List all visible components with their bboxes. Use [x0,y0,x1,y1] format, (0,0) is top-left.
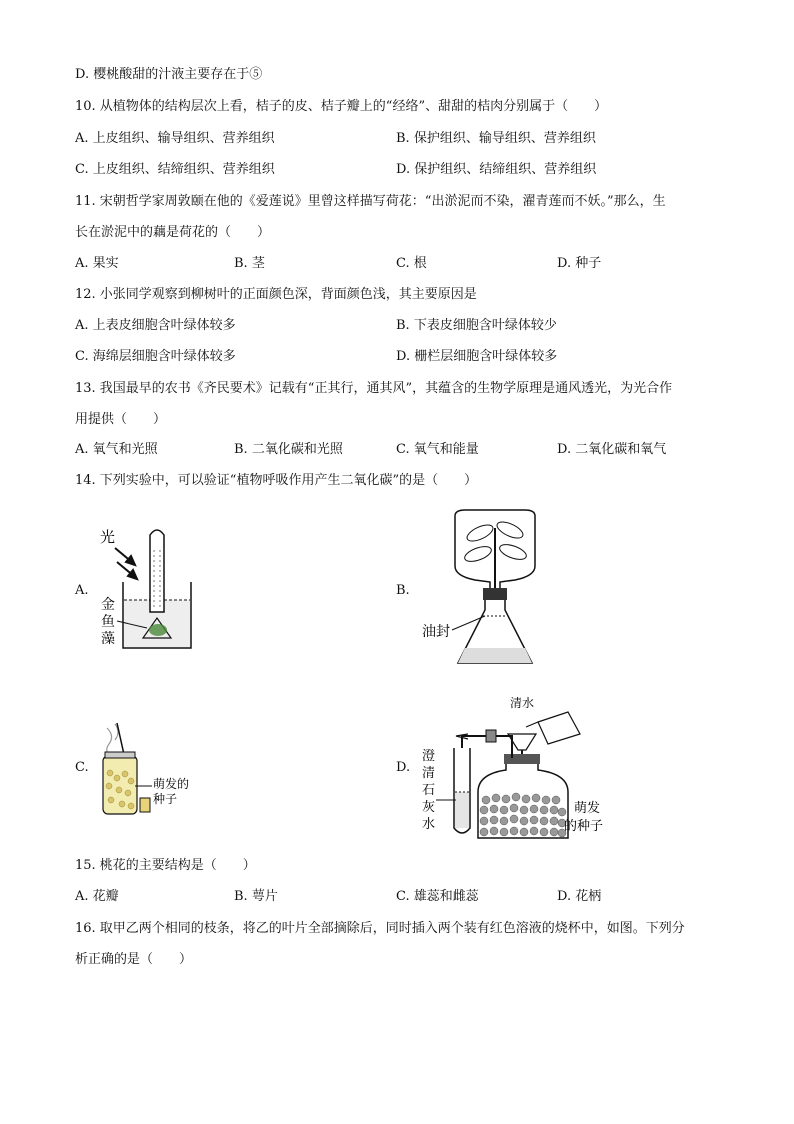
stopper [504,754,540,764]
q13-stem-line1: 13. 我国最早的农书《齐民要术》记载有“正其行，通其风”，其蕴含的生物学原理是通风透光，为光合作 [75,381,673,396]
clamp [486,730,496,742]
seeds-label-2: 的种子 [564,819,604,834]
stopper [483,588,507,600]
water-beaker [538,712,580,744]
algae-label-1: 金 [101,597,115,613]
q11-option-b: B. 茎 [234,256,265,271]
figure-c-seeds-jar [95,718,205,818]
limewater-label-4: 灰 [422,800,436,815]
test-tube [150,530,164,612]
q12-option-c: C. 海绵层细胞含叶绿体较多 [75,349,236,364]
limewater-label-5: 水 [422,817,436,832]
figure-a-light-label: 光 [100,528,116,546]
q16-stem-line2: 析正确的是（ ） [75,952,193,967]
figure-b-oil-seal [420,508,550,673]
q10-option-b: B. 保护组织、输导组织、营养组织 [396,131,596,146]
q16-stem-line1: 16. 取甲乙两个相同的枝条，将乙的叶片全部摘除后，同时插入两个装有红色溶液的烧杯中，如图。下列分 [75,921,685,936]
q11-option-d: D. 种子 [557,256,602,271]
q12-option-d: D. 栅栏层细胞含叶绿体较多 [396,349,558,364]
algae [149,624,167,636]
seeds-label-2: 种子 [153,792,178,806]
q13-option-a: A. 氧气和光照 [75,442,158,457]
q10-option-c: C. 上皮组织、结缔组织、营养组织 [75,162,275,177]
algae-label-3: 藻 [101,631,115,647]
q11-option-a: A. 果实 [75,256,119,271]
q14-label-b: B. [396,583,410,598]
q10-option-a: A. 上皮组织、输导组织、营养组织 [75,131,275,146]
algae-label-2: 鱼 [101,614,115,630]
q11-stem-line2: 长在淤泥中的藕是荷花的（ ） [75,225,271,240]
q14-label-c: C. [75,760,89,775]
limewater-label-3: 石 [422,783,436,798]
q13-option-c: C. 氧气和能量 [396,442,479,457]
q14-stem: 14. 下列实验中，可以验证“植物呼吸作用产生二氧化碳”的是（ ） [75,473,478,488]
q15-option-d: D. 花柄 [557,889,602,904]
q14-label-d: D. [396,760,411,775]
water-label: 清水 [510,696,535,710]
q11-stem-line1: 11. 宋朝哲学家周敦颐在他的《爱莲说》里曾这样描写荷花：“出淤泥而不染，濯青莲而不妖。”那么，生 [75,194,666,209]
q12-stem: 12. 小张同学观察到柳树叶的正面颜色深，背面颜色浅，其主要原因是 [75,287,477,302]
solution [458,648,532,663]
seeds-label-1: 萌发 [574,801,601,816]
limewater-label-1: 澄 [422,749,436,764]
q15-option-b: B. 萼片 [234,889,278,904]
q9-option-d: D. 樱桃酸甜的汁液主要存在于⑤ [75,67,263,82]
q13-option-b: B. 二氧化碳和光照 [234,442,343,457]
q15-option-c: C. 雄蕊和雌蕊 [396,889,479,904]
q12-option-b: B. 下表皮细胞含叶绿体较少 [396,318,557,333]
limewater-label-2: 清 [422,766,436,781]
q12-option-a: A. 上表皮细胞含叶绿体较多 [75,318,236,333]
q13-option-d: D. 二氧化碳和氧气 [557,442,667,457]
seeds-label-1: 萌发的 [153,777,190,791]
q15-option-a: A. 花瓣 [75,889,119,904]
q15-stem: 15. 桃花的主要结构是（ ） [75,858,256,873]
light-arrows [115,548,137,579]
oil-seal-label: 油封 [422,624,450,640]
q14-label-a: A. [75,583,89,598]
q10-stem: 10. 从植物体的结构层次上看，桔子的皮、桔子瓣上的“经络”、甜甜的桔肉分别属于（ ） [75,99,608,114]
small-cup [140,798,150,812]
figure-d-limewater [418,692,618,842]
q10-option-d: D. 保护组织、结缔组织、营养组织 [396,162,597,177]
q11-option-c: C. 根 [396,256,427,271]
figure-a-aquatic-plant [95,520,205,655]
q13-stem-line2: 用提供（ ） [75,412,167,427]
